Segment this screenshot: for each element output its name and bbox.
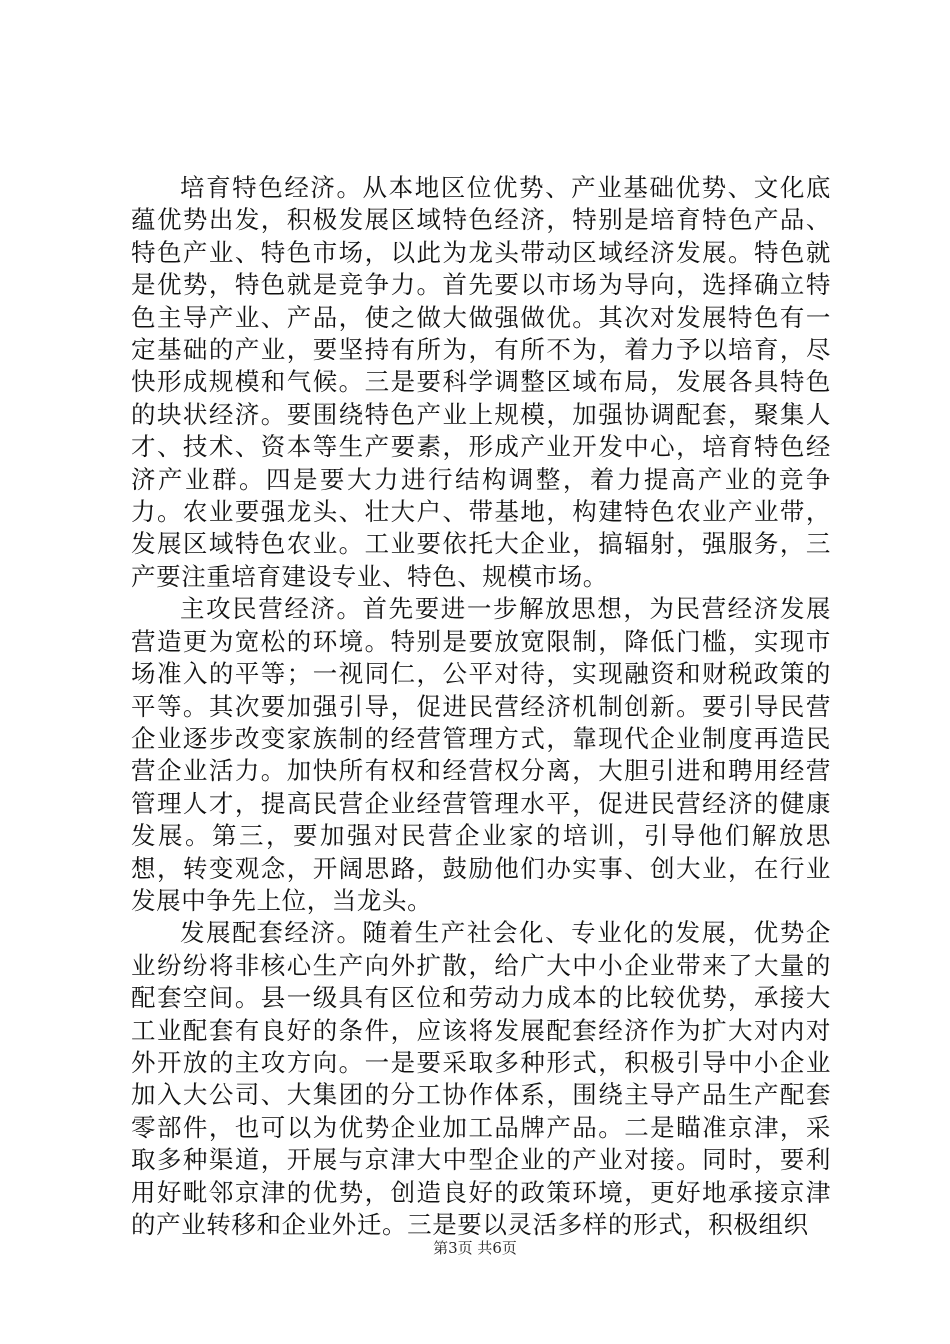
paragraph-specialty-economy: 培育特色经济。从本地区位优势、产业基础优势、文化底蕴优势出发，积极发展区域特色经济，特别是培育特色产品、特色产业、特色市场，以此为龙头带动区域经济发展。特色就是优势，特色就是竞争力。首先要以市场为导向，选择确立特色主导产业、产品，使之做大做强做优。其次对发展特色有一定基础的产业，要坚持有所为，有所不为，着力予以培育，尽快形成规模和气候。三是要科学调整区域布局，发展各具特色的块状经济。要围绕特色产业上规模，加强协调配套，聚集人才、技术、资本等生产要素，形成产业开发中心，培育特色经济产业群。四是要大力进行结构调整，着力提高产业的竞争力。农业要强龙头、壮大户、带基地，构建特色农业产业带，发展区域特色农业。工业要依托大企业，搞辐射，强服务，三产要注重培育建设专业、特色、规模市场。 — [131, 173, 831, 591]
page-number-footer: 第3页 共6页 — [433, 1239, 517, 1257]
document-body — [131, 172, 831, 1241]
paragraph-supporting-economy: 发展配套经济。随着生产社会化、专业化的发展，优势企业纷纷将非核心生产向外扩散，给广大中小企业带来了大量的配套空间。县一级具有区位和劳动力成本的比较优势，承接大工业配套有良好的条件，应该将发展配套经济作为扩大对内对外开放的主攻方向。一是要采取多种形式，积极引导中小企业加入大公司、大集团的分工协作体系，围绕主导产品生产配套零部件，也可以为优势企业加工品牌产品。二是瞄准京津，采取多种渠道，开展与京津大中型企业的产业对接。同时，要利用好毗邻京津的优势，创造良好的政策环境，更好地承接京津的产业转移和企业外迁。三是要以灵活多样的形式，积极组织 — [131, 918, 831, 1239]
paragraph-private-economy: 主攻民营经济。首先要进一步解放思想，为民营经济发展营造更为宽松的环境。特别是要放宽限制，降低门槛，实现市场准入的平等；一视同仁，公平对待，实现融资和财税政策的平等。其次要加强引导，促进民营经济机制创新。要引导民营企业逐步改变家族制的经营管理方式，靠现代企业制度再造民营企业活力。加快所有权和经营权分离，大胆引进和聘用经营管理人才，提高民营企业经营管理水平，促进民营经济的健康发展。第三，要加强对民营企业家的培训，引导他们解放思想，转变观念，开阔思路，鼓励他们办实事、创大业，在行业发展中争先上位，当龙头。 — [131, 594, 831, 915]
